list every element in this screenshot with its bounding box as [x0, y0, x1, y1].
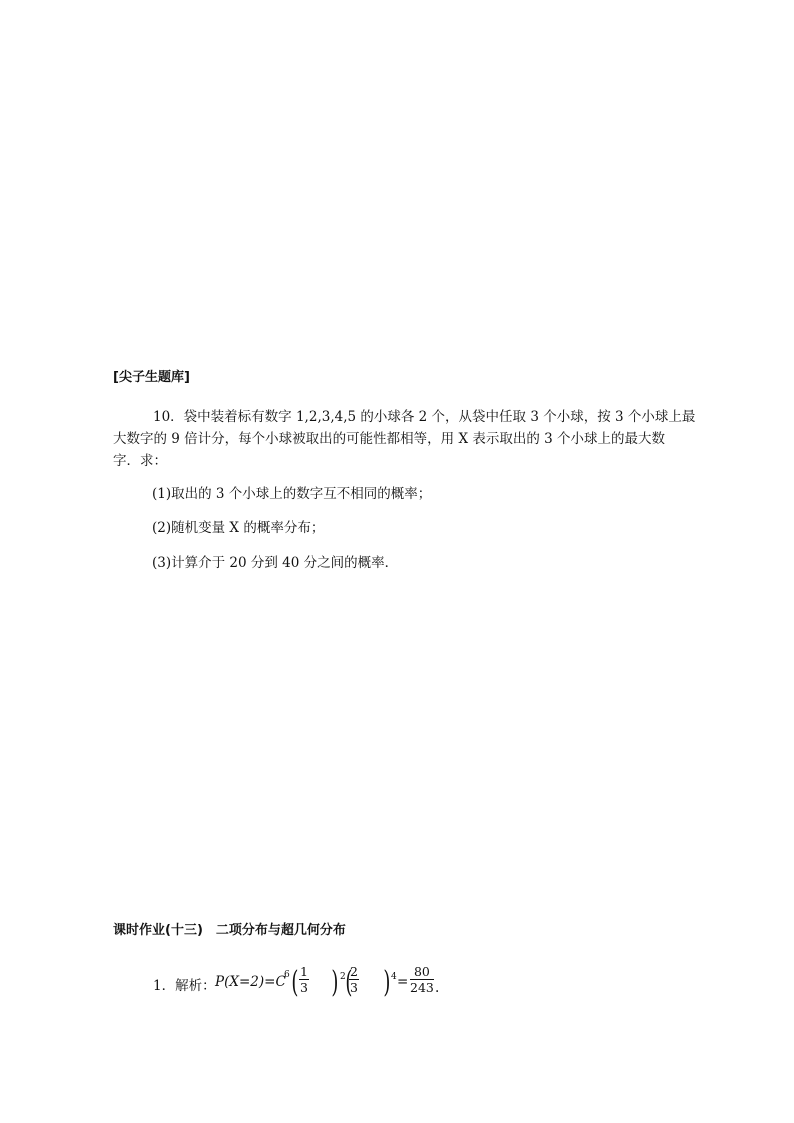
result-denominator: 243 [410, 980, 434, 995]
exponent-2: 4 [391, 972, 397, 982]
right-paren-1: ) [331, 965, 339, 1000]
fraction-2-denominator: 3 [350, 980, 358, 995]
fraction-1-numerator: 1 [300, 964, 308, 979]
fraction-2-numerator: 2 [350, 964, 358, 979]
problem-line-3: 字．求： [113, 453, 167, 469]
problem-part-1: (1)取出的 3 个小球上的数字互不相同的概率； [152, 486, 432, 502]
problem-line-2: 大数字的 9 倍计分，每个小球被取出的可能性都相等，用 X 表示取出的 3 个小球上的最大数 [113, 431, 666, 447]
solution-prefix: 1．解析： [153, 978, 216, 994]
combination-superscript: 6 [284, 970, 290, 980]
probability-expression: P(X=2)=C [215, 974, 286, 990]
left-paren-1: ( [291, 965, 299, 1000]
fraction-2 [349, 964, 359, 995]
fraction-1 [299, 964, 309, 995]
problem-part-3: (3)计算介于 20 分到 40 分之间的概率． [152, 555, 399, 571]
problem-line-1: 10．袋中装着标有数字 1,2,3,4,5 的小球各 2 个，从袋中任取 3 个小球，按 3 个小球上最 [153, 409, 696, 425]
problem-part-2: (2)随机变量 X 的概率分布； [152, 520, 325, 536]
left-paren-2: ( [345, 965, 353, 1000]
right-paren-2: ) [383, 965, 391, 1000]
fraction-1-denominator: 3 [300, 980, 308, 995]
result-numerator: 80 [410, 964, 434, 980]
result-fraction [410, 964, 434, 995]
section-title: [尖子生题库] [113, 370, 190, 385]
exponent-1: 2 [340, 972, 346, 982]
equals-sign: = [397, 974, 409, 990]
homework-title: 课时作业(十三) 二项分布与超几何分布 [113, 923, 346, 938]
formula-end-period: . [435, 980, 440, 996]
